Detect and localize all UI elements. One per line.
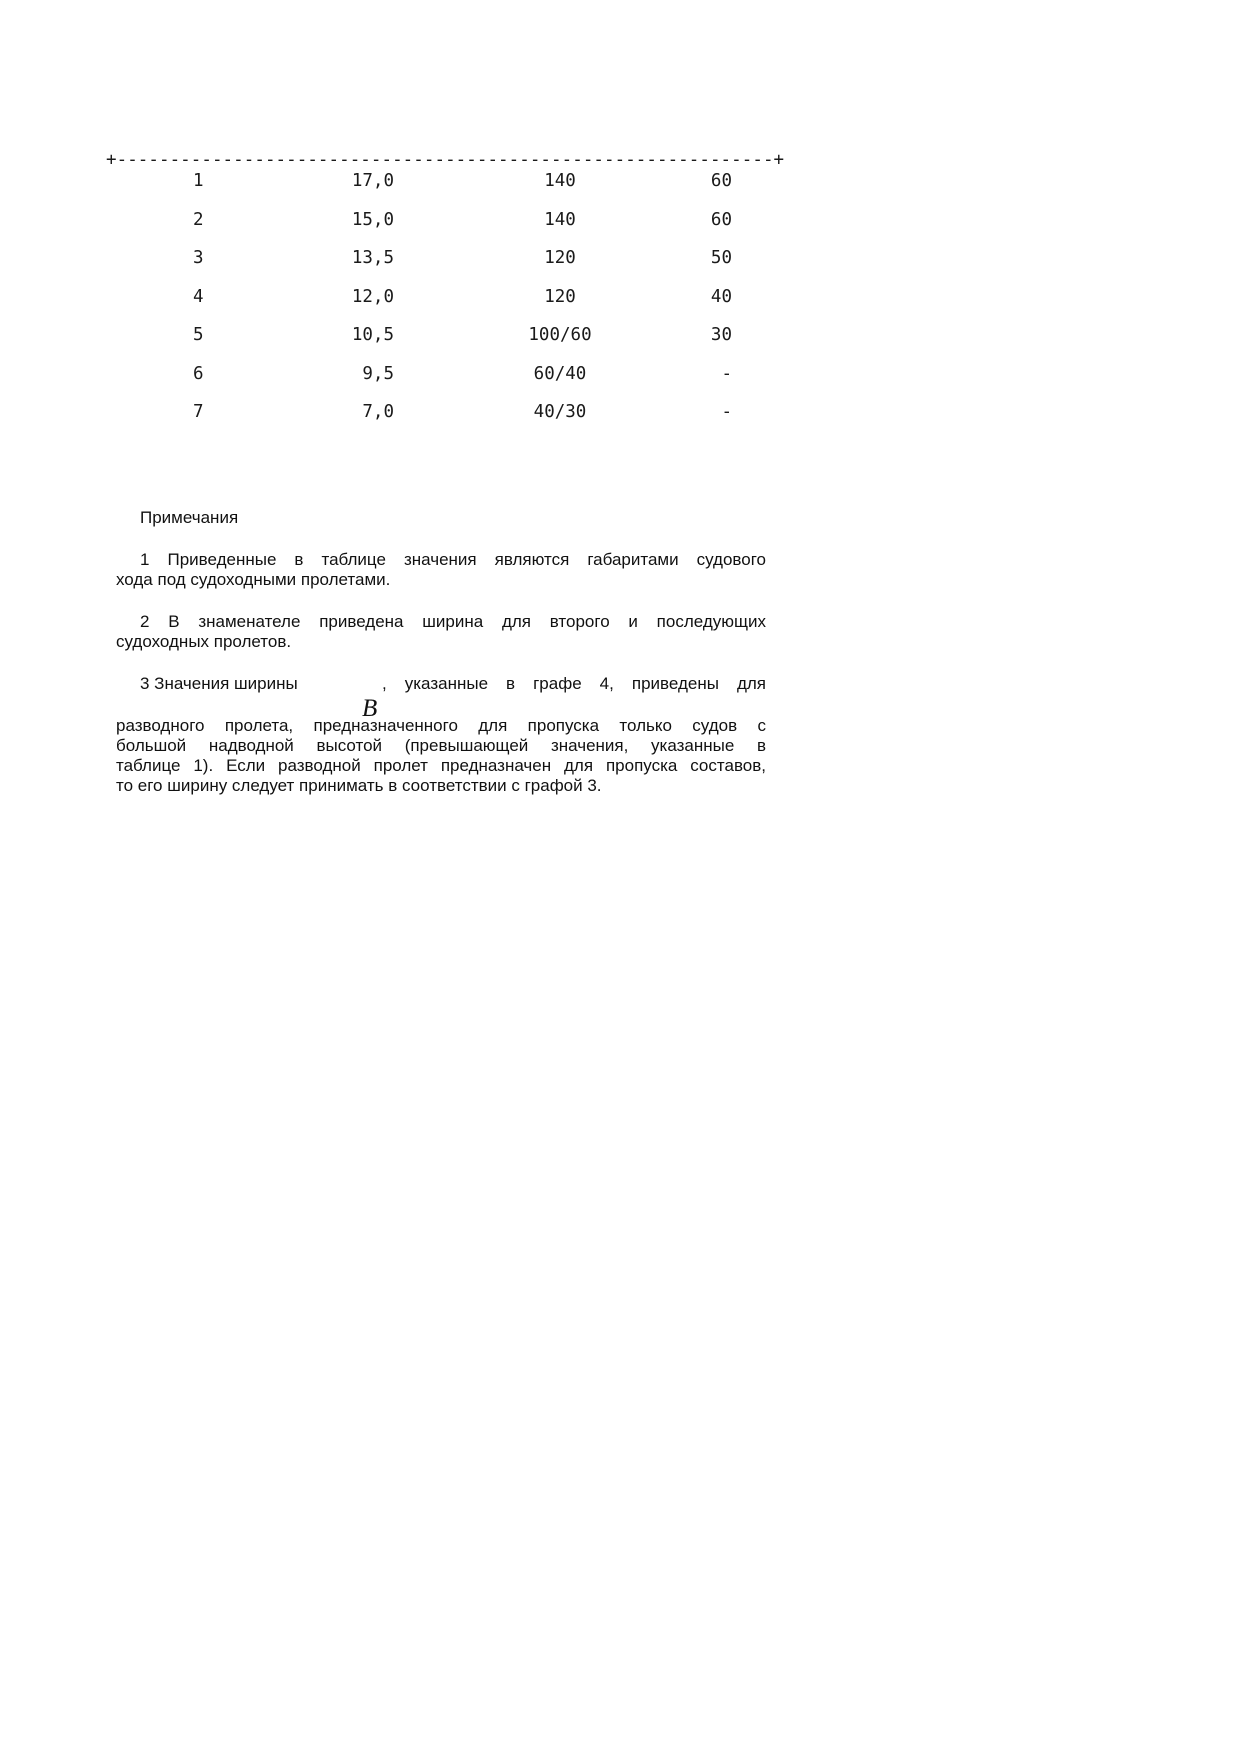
cell-class-number: 5 <box>193 325 204 345</box>
table-row <box>0 247 1240 269</box>
cell-width: 140 <box>544 171 576 191</box>
cell-class-number: 3 <box>193 248 204 268</box>
table-row <box>0 401 1240 423</box>
note-line: большой надводной высотой (превышающей значения, указанные в <box>116 736 766 755</box>
cell-class-number: 1 <box>193 171 204 191</box>
table-top-border: +--------------------------------------------------------------+ <box>106 150 785 170</box>
cell-width: 120 <box>544 248 576 268</box>
table-row <box>0 324 1240 346</box>
cell-width-drawbridge: - <box>721 402 732 422</box>
note-line: то его ширину следует принимать в соответствии с графой 3. <box>116 776 602 795</box>
cell-width-drawbridge: 60 <box>710 171 732 191</box>
cell-width-drawbridge: - <box>721 363 732 384</box>
cell-depth: 7,0 <box>362 402 394 422</box>
cell-class-number: 7 <box>193 402 204 422</box>
cell-width-drawbridge: 60 <box>710 209 732 230</box>
note-line: 1 Приведенные в таблице значения являются габаритами судового <box>140 550 766 569</box>
cell-width-drawbridge: 50 <box>710 248 732 268</box>
cell-class-number: 2 <box>193 209 204 230</box>
notes-heading: Примечания <box>140 508 239 527</box>
note-line: разводного пролета, предназначенного для пропуска только судов с <box>116 716 766 735</box>
note-line: судоходных пролетов. <box>116 632 292 651</box>
cell-width: 140 <box>544 209 576 230</box>
cell-class-number: 4 <box>193 286 204 307</box>
cell-width: 40/30 <box>533 402 587 422</box>
cell-width: 100/60 <box>528 325 592 345</box>
formula-symbol-b: B <box>362 695 378 722</box>
note-line: 2 В знаменателе приведена ширина для второго и последующих <box>140 612 766 631</box>
note-line-segment: 3 Значения ширины <box>140 674 298 693</box>
cell-width: 60/40 <box>533 363 587 384</box>
cell-depth: 13,5 <box>351 248 394 268</box>
note-line-segment: , указанные в графе 4, приведены для <box>382 674 766 693</box>
cell-depth: 17,0 <box>351 171 394 191</box>
note-3-first-line <box>116 674 766 694</box>
table-row <box>0 286 1240 308</box>
cell-width-drawbridge: 30 <box>710 325 732 345</box>
note-1 <box>116 550 766 590</box>
table-row <box>0 363 1240 385</box>
note-3 <box>116 716 766 796</box>
cell-depth: 12,0 <box>351 286 394 307</box>
cell-depth: 15,0 <box>351 209 394 230</box>
cell-class-number: 6 <box>193 363 204 384</box>
cell-width-drawbridge: 40 <box>710 286 732 307</box>
note-line: таблице 1). Если разводной пролет предназначен для пропуска составов, <box>116 756 766 775</box>
note-line: хода под судоходными пролетами. <box>116 570 391 589</box>
cell-depth: 10,5 <box>351 325 394 345</box>
note-2 <box>116 612 766 652</box>
table-row <box>0 209 1240 231</box>
cell-width: 120 <box>544 286 576 307</box>
cell-depth: 9,5 <box>362 363 394 384</box>
table-row <box>0 170 1240 192</box>
